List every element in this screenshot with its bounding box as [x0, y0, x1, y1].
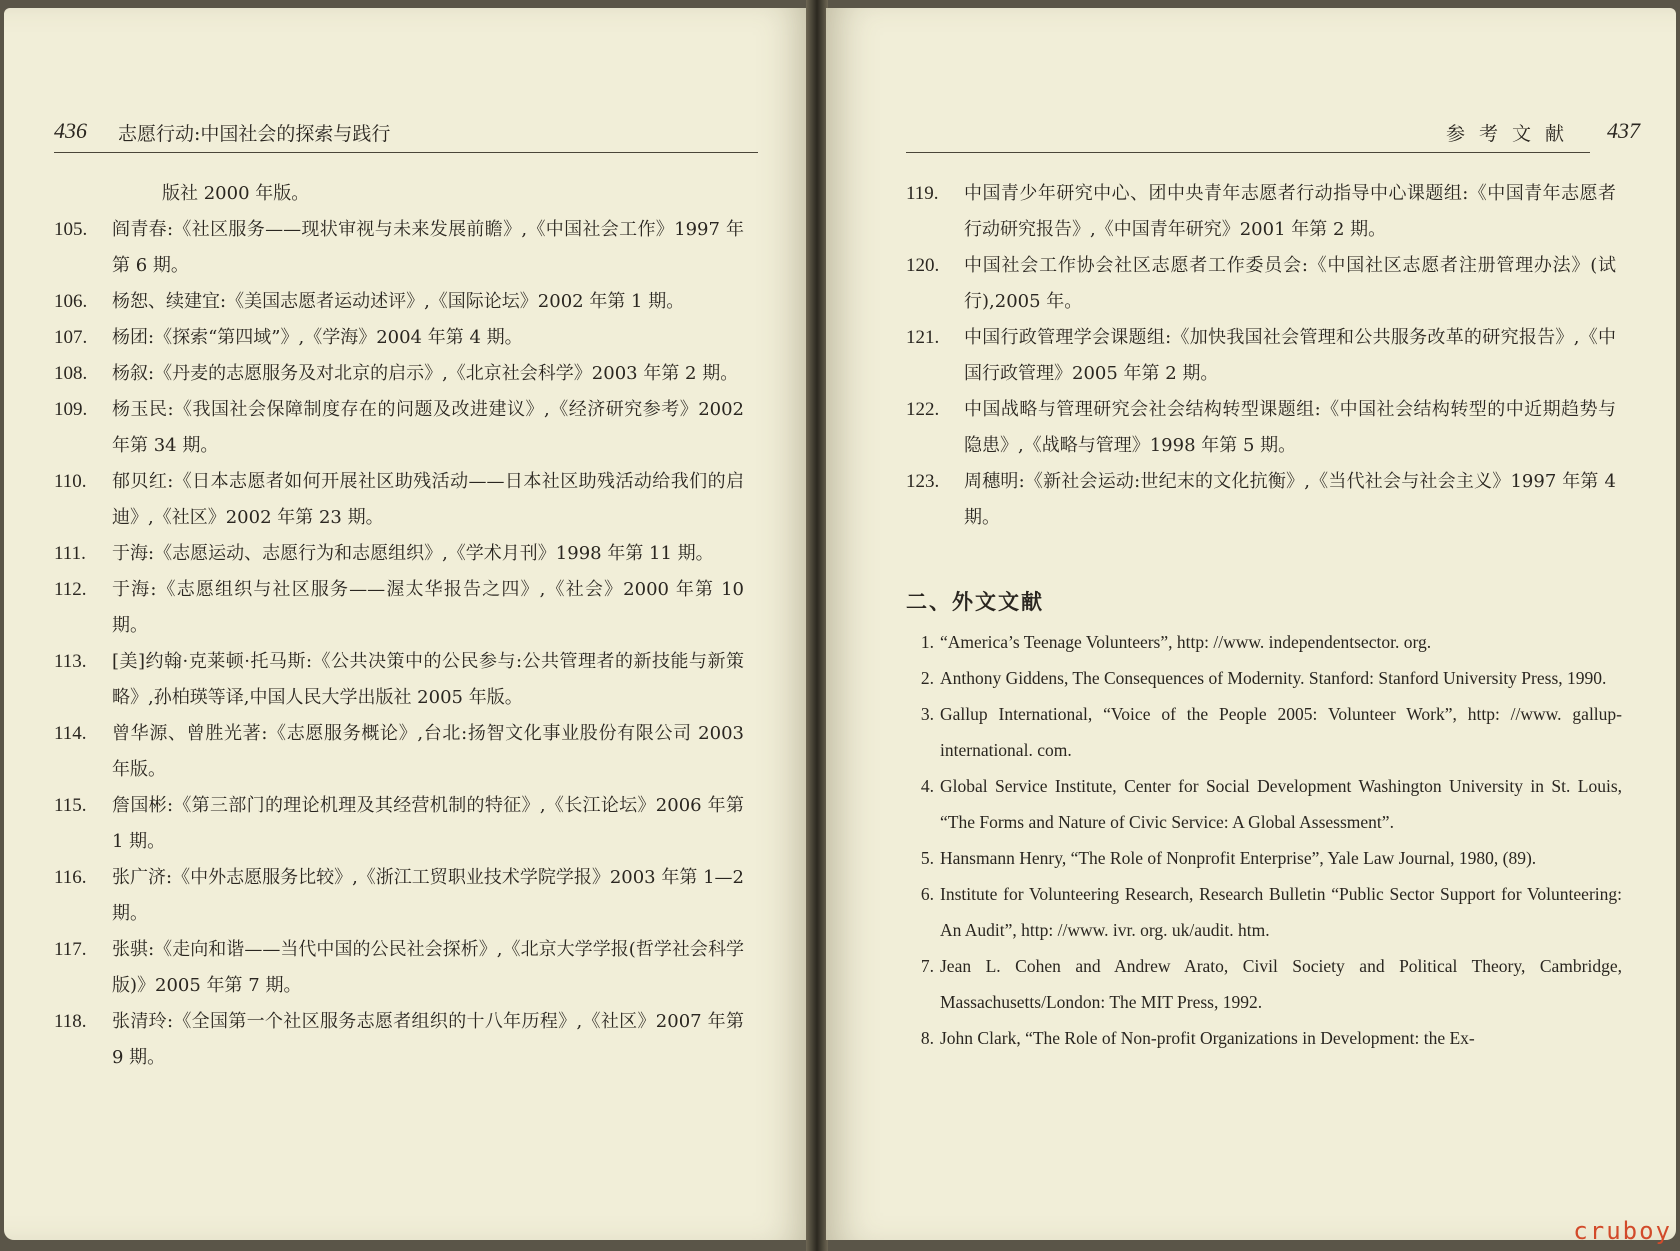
watermark: cruboy [1573, 1217, 1672, 1245]
foreign-reference-entry: 2. Anthony Giddens, The Consequences of Modernity. Stanford: Stanford University Press, 1990. [920, 668, 1607, 688]
page-number: 437 [1607, 118, 1640, 143]
reference-entry: 112. 于海:《志愿组织与社区服务——渥太华报告之四》,《社会》2000 年第 10 期。 [54, 579, 744, 636]
foreign-reference-entry: 7. Jean L. Cohen and Andrew Arato, Civil Society and Political Theory, Cambridge, Massachusetts/London: The MIT Press, 1992. [920, 956, 1622, 1012]
page-number: 436 [54, 118, 87, 143]
reference-entry: 116. 张广济:《中外志愿服务比较》,《浙江工贸职业技术学院学报》2003 年第 1—2 期。 [54, 867, 744, 924]
reference-entry: 117. 张骐:《走向和谐——当代中国的公民社会探析》,《北京大学学报(哲学社会科学版)》2005 年第 7 期。 [54, 939, 744, 996]
foreign-reference-entry: 5. Hansmann Henry, “The Role of Nonprofit Enterprise”, Yale Law Journal, 1980, (89). [920, 848, 1537, 868]
foreign-reference-entry: 4. Global Service Institute, Center for Social Development Washington University in St. Louis, “The Forms and Nature of Civic Service: A Global Assessment”. [920, 776, 1622, 832]
reference-entry: 106. 杨恕、续建宜:《美国志愿者运动述评》,《国际论坛》2002 年第 1 期。 [54, 291, 685, 312]
reference-entry: 115. 詹国彬:《第三部门的理论机理及其经营机制的特征》,《长江论坛》2006 年第 1 期。 [54, 795, 744, 852]
reference-entry: 122. 中国战略与管理研究会社会结构转型课题组:《中国社会结构转型的中近期趋势与隐患》,《战略与管理》1998 年第 5 期。 [906, 399, 1616, 456]
reference-entry: 111. 于海:《志愿运动、志愿行为和志愿组织》,《学术月刊》1998 年第 11 期。 [54, 543, 714, 564]
reference-list [54, 176, 744, 1076]
reference-entry: 121. 中国行政管理学会课题组:《加快我国社会管理和公共服务改革的研究报告》,《中国行政管理》2005 年第 2 期。 [906, 327, 1616, 384]
reference-entry: 118. 张清玲:《全国第一个社区服务志愿者组织的十八年历程》,《社区》2007 年第 9 期。 [54, 1011, 744, 1068]
foreign-reference-entry: 6. Institute for Volunteering Research, Research Bulletin “Public Sector Support for Volunteering: An Audit”, http: //www. ivr. org. uk/audit. htm. [920, 884, 1622, 940]
foreign-reference-list [906, 624, 1622, 1056]
left-page-header [54, 118, 758, 153]
reference-entry: 123. 周穗明:《新社会运动:世纪末的文化抗衡》,《当代社会与社会主义》1997 年第 4 期。 [906, 471, 1616, 528]
left-page [4, 8, 810, 1240]
foreign-reference-entry: 8. John Clark, “The Role of Non-profit Organizations in Development: the Ex- [920, 1028, 1475, 1048]
reference-entry: 109. 杨玉民:《我国社会保障制度存在的问题及改进建议》,《经济研究参考》2002 年第 34 期。 [54, 399, 744, 456]
reference-entry: 113. [美]约翰·克莱顿·托马斯:《公共决策中的公民参与:公共管理者的新技能与新策略》,孙柏瑛等译,中国人民大学出版社 2005 年版。 [54, 651, 744, 708]
reference-entry: 110. 郁贝红:《日本志愿者如何开展社区助残活动——日本社区助残活动给我们的启迪》,《社区》2002 年第 23 期。 [54, 471, 744, 528]
right-page [826, 8, 1676, 1240]
reference-list [906, 176, 1616, 536]
reference-entry: 108. 杨叙:《丹麦的志愿服务及对北京的启示》,《北京社会科学》2003 年第 2 期。 [54, 363, 739, 384]
foreign-reference-entry: 3. Gallup International, “Voice of the People 2005: Volunteer Work”, http: //www. gallup-international. com. [920, 704, 1622, 760]
reference-entry: 119. 中国青少年研究中心、团中央青年志愿者行动指导中心课题组:《中国青年志愿者行动研究报告》,《中国青年研究》2001 年第 2 期。 [906, 183, 1616, 240]
section-heading: 二、外文文献 [906, 589, 1044, 614]
book-spine [806, 0, 828, 1251]
running-title: 参考文献 [1445, 123, 1578, 145]
reference-continuation: 版社 2000 年版。 [162, 183, 310, 204]
running-title: 志愿行动:中国社会的探索与践行 [118, 123, 391, 145]
foreign-reference-entry: 1. “America’s Teenage Volunteers”, http: //www. independentsector. org. [920, 632, 1432, 652]
right-page-header [906, 118, 1640, 153]
reference-entry: 107. 杨团:《探索“第四域”》,《学海》2004 年第 4 期。 [54, 327, 523, 348]
reference-entry: 114. 曾华源、曾胜光著:《志愿服务概论》,台北:扬智文化事业股份有限公司 2003 年版。 [54, 723, 744, 780]
reference-entry: 105. 阎青春:《社区服务——现状审视与未来发展前瞻》,《中国社会工作》1997 年第 6 期。 [54, 219, 744, 276]
reference-entry: 120. 中国社会工作协会社区志愿者工作委员会:《中国社区志愿者注册管理办法》(试行),2005 年。 [906, 255, 1616, 312]
